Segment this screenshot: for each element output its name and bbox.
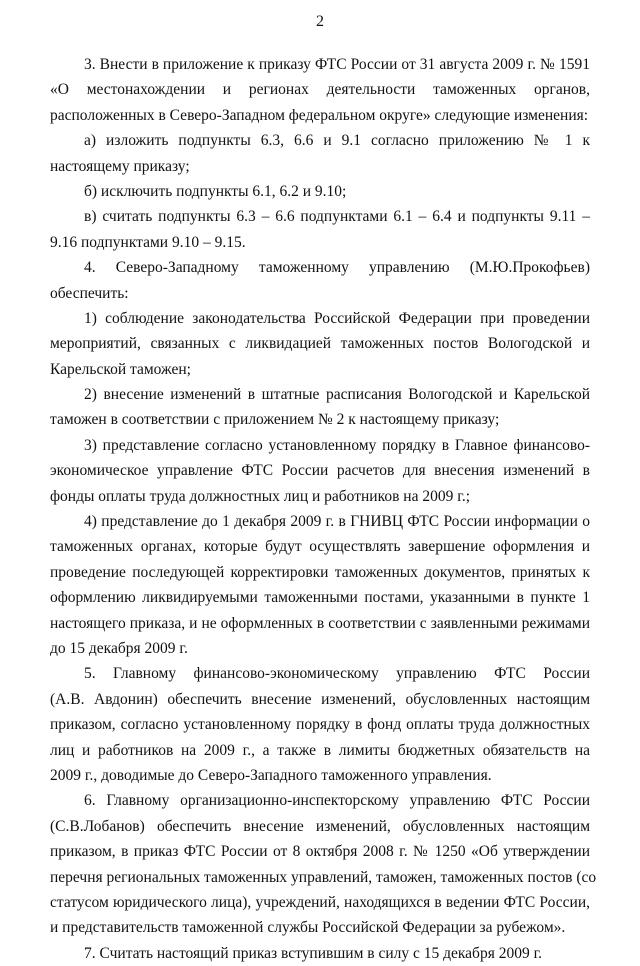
text-line: 2) внесение изменений в штатные расписания Вологодской и Карельской xyxy=(84,386,590,404)
text-line: оформлению ликвидируемыми таможенными постами, указанными в пункте 1 xyxy=(50,589,590,607)
paragraph xyxy=(50,52,590,128)
paragraph xyxy=(50,204,590,255)
paragraph xyxy=(50,306,590,382)
text-line: 1) соблюдение законодательства Российской Федерации при проведении xyxy=(84,309,590,327)
text-line: «О местонахождении и регионах деятельности таможенных органов, xyxy=(50,81,590,99)
paragraph xyxy=(50,128,590,179)
text-line: фонды оплаты труда должностных лиц и работников на 2009 г.; xyxy=(50,487,470,505)
document-body xyxy=(50,52,597,966)
text-line: (С.В.Лобанов) обеспечить внесение изменений, обусловленных настоящим xyxy=(50,817,590,835)
page-number: 2 xyxy=(316,13,324,30)
text-line: лиц и работников на 2009 г., а также в лимиты бюджетных обязательств на xyxy=(50,741,590,759)
text-line: б) исключить подпункты 6.1, 6.2 и 9.10; xyxy=(84,182,347,200)
text-line: 3. Внести в приложение к приказу ФТС России от 31 августа 2009 г. № 1591 xyxy=(84,56,590,73)
text-line: 3) представление согласно установленному порядку в Главное финансово- xyxy=(84,436,590,454)
text-line: расположенных в Северо-Западном федеральном округе» следующие изменения: xyxy=(50,106,589,124)
text-line: и представительств таможенной службы Российской Федерации за рубежом». xyxy=(50,919,566,937)
text-line: в) считать подпункты 6.3 – 6.6 подпунктами 6.1 – 6.4 и подпункты 9.11 – xyxy=(84,208,590,226)
text-line: приказом, согласно установленному порядку в фонд оплаты труда должностных xyxy=(50,716,590,734)
paragraph xyxy=(50,255,590,306)
paragraph xyxy=(50,433,590,509)
text-line: обеспечить: xyxy=(50,284,129,302)
text-line: 4. Северо-Западному таможенному управлению (М.Ю.Прокофьев) xyxy=(84,259,590,277)
text-line: до 15 декабря 2009 г. xyxy=(50,639,188,657)
text-line: настоящему приказу; xyxy=(50,157,190,175)
paragraph xyxy=(50,179,590,204)
text-line: 7. Считать настоящий приказ вступившим в силу с 15 декабря 2009 г. xyxy=(84,944,543,962)
text-line: (А.В. Авдонин) обеспечить внесение изменений, обусловленных настоящим xyxy=(50,690,590,708)
text-line: 4) представление до 1 декабря 2009 г. в ГНИВЦ ФТС России информации о xyxy=(84,513,590,531)
text-line: 5. Главному финансово-экономическому управлению ФТС России xyxy=(84,665,590,683)
text-line: приказом, в приказ ФТС России от 8 октября 2008 г. № 1250 «Об утверждении xyxy=(50,843,590,861)
text-line: 9.16 подпунктами 9.10 – 9.15. xyxy=(50,233,246,251)
paragraph xyxy=(50,509,590,661)
text-line: проведение последующей корректировки таможенных документов, принятых к xyxy=(50,563,590,581)
paragraph xyxy=(50,382,590,433)
text-line: экономическое управление ФТС России расчетов для внесения изменений в xyxy=(50,462,590,480)
paragraph xyxy=(50,941,590,966)
text-line: настоящего приказа, и не оформленных в соответствии с заявленными режимами xyxy=(50,614,590,632)
paragraph xyxy=(50,661,590,788)
text-line: а) изложить подпункты 6.3, 6.6 и 9.1 согласно приложению № 1 к xyxy=(84,132,590,150)
text-line: 2009 г., доводимые до Северо-Западного таможенного управления. xyxy=(50,766,492,784)
text-line: Карельской таможен; xyxy=(50,360,191,378)
text-line: мероприятий, связанных с ликвидацией таможенных постов Вологодской и xyxy=(50,335,590,353)
text-line: перечня региональных таможенных управлений, таможен, таможенных постов (со xyxy=(50,868,597,886)
text-line: таможенных органах, которые будут осуществлять завершение оформления и xyxy=(50,538,590,556)
paragraph xyxy=(50,788,597,940)
text-line: таможен в соответствии с приложением № 2 к настоящему приказу; xyxy=(50,411,500,429)
text-line: 6. Главному организационно-инспекторскому управлению ФТС России xyxy=(84,792,590,810)
text-line: статусом юридического лица), учреждений, находящихся в ведении ФТС России, xyxy=(50,893,590,911)
